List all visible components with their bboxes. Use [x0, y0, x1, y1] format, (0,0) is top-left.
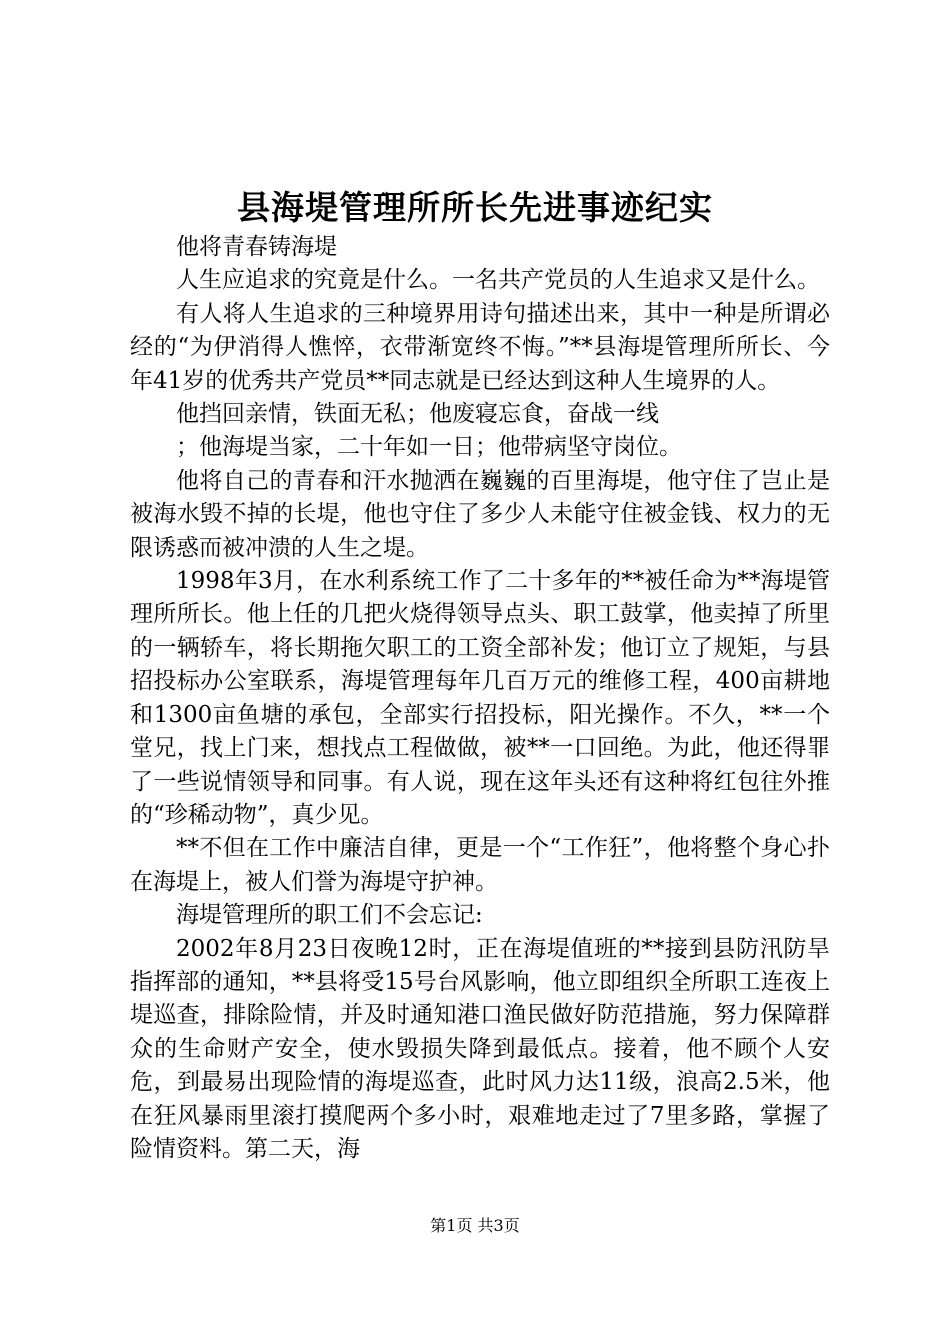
paragraph: ；他海堤当家，二十年如一日；他带病坚守岗位。 [176, 434, 682, 461]
page-number-footer: 第1页 共3页 [430, 1216, 520, 1235]
paragraph-subtitle: 他将青春铸海堤 [176, 234, 337, 260]
document-title: 县海堤管理所所长先进事迹纪实 [237, 188, 713, 227]
paragraph: 有人将人生追求的三种境界用诗句描述出来，其中一种是所谓必经的“为伊消得人憔悴，衣带渐宽终不悔。”**县海堤管理所所长、今年41岁的优秀共产党员**同志就是已经达到这种人生境界的人。 [130, 300, 830, 394]
paragraph: 2002年8月23日夜晚12时，正在海堤值班的**接到县防汛防旱指挥部的通知，**县将受15号台风影响，他立即组织全所职工连夜上堤巡查，排除险情，并及时通知港口渔民做好防范措施，努力保障群众的生命财产安全，使水毁损失降到最低点。接着，他不顾个人安危，到最易出现险情的海堤巡查，此时风力达11级，浪高2.5米，他在狂风暴雨里滚打摸爬两个多小时，艰难地走过了7里多路，掌握了险情资料。第二天，海 [130, 935, 830, 1162]
paragraph: 他挡回亲情，铁面无私；他废寝忘食，奋战一线 [176, 401, 659, 428]
document-body [130, 231, 830, 1166]
paragraph: 海堤管理所的职工们不会忘记: [176, 902, 483, 929]
paragraph: 他将自己的青春和汗水抛洒在巍巍的百里海堤，他守住了岂止是被海水毁不掉的长堤，他也守住了多少人未能守住被金钱、权力的无限诱惑而被冲溃的人生之堤。 [130, 467, 830, 561]
paragraph: 人生应追求的究竟是什么。一名共产党员的人生追求又是什么。 [176, 267, 820, 294]
paragraph: **不但在工作中廉洁自律，更是一个“工作狂”，他将整个身心扑在海堤上，被人们誉为海堤守护神。 [130, 835, 830, 895]
paragraph: 1998年3月，在水利系统工作了二十多年的**被任命为**海堤管理所所长。他上任的几把火烧得领导点头、职工鼓掌，他卖掉了所里的一辆轿车，将长期拖欠职工的工资全部补发；他订立了规矩，与县招投标办公室联系，海堤管理每年几百万元的维修工程，400亩耕地和1300亩鱼塘的承包，全部实行招投标，阳光操作。不久，**一个堂兄，找上门来，想找点工程做做，被**一口回绝。为此，他还得罪了一些说情领导和同事。有人说，现在这年头还有这种将红包往外推的“珍稀动物”，真少见。 [130, 568, 830, 828]
